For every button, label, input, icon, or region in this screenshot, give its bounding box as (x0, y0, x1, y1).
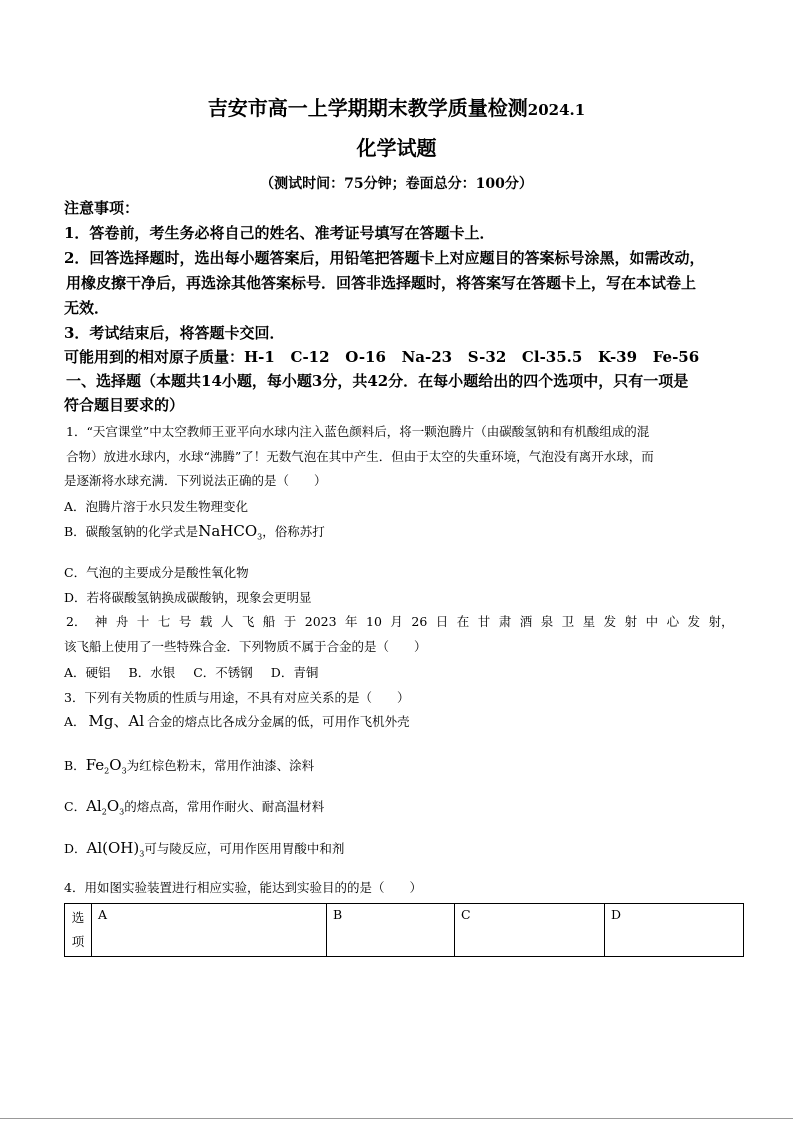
q2-stem-token: 飞 (241, 614, 255, 629)
q2-stem-token: 载 (199, 614, 213, 629)
q2-stem-token: 卫 (561, 614, 575, 629)
table-cell-d: D (605, 904, 744, 957)
q1-stem: 1．“天宫课堂”中太空教师王亚平向水球内注入蓝色颜料后，将一颗泡腾片（由碳酸氢钠和有机酸组成的混 (66, 424, 650, 439)
q4-options-table (64, 903, 744, 957)
q2-stem-token: 2． (66, 614, 87, 629)
q3-option-b: B．$Fe_2O_3$为红棕色粉末，常用作油漆、涂料 (64, 756, 315, 776)
q2-stem-token: 2023 (304, 614, 337, 629)
q2-stem-token: 号 (178, 614, 192, 629)
section-heading: 一、选择题（本题共14小题，每小题3分，共42分．在每小题给出的四个选项中，只有一项是 (66, 372, 689, 390)
q2-stem-token: 肃 (498, 614, 512, 629)
q2-stem-token: 星 (582, 614, 596, 629)
note-item: 2．回答选择题时，选出每小题答案后，用铅笔把答题卡上对应题目的答案标号涂黑，如需改动， (64, 249, 705, 267)
q2-stem-token: 船 (262, 614, 276, 629)
subject-title: 化学试题 (356, 136, 437, 160)
atomic-masses: 可能用到的相对原子质量：H-1 C-12 O-16 Na-23 S-32 Cl-35.5 K-39 Fe-56 (64, 348, 700, 366)
table-cell-a: A (92, 904, 327, 957)
q2-stem-token: 射 (624, 614, 638, 629)
q2-stem-token: 心 (666, 614, 680, 629)
q2-stem-token: 26 (411, 614, 428, 629)
q3-option-a: A． Mg、Al 合金的熔点比各成分金属的低，可用作飞机外壳 (64, 712, 410, 730)
q2-stem-token: 神 (94, 614, 108, 629)
q1-option-c: C．气泡的主要成分是酸性氧化物 (64, 565, 249, 580)
q2-stem-token: 酒 (519, 614, 533, 629)
q2-stem-token: 舟 (115, 614, 129, 629)
q2-stem-token: 月 (390, 614, 403, 629)
table-cell-b: B (327, 904, 455, 957)
q2-stem-token: 在 (456, 614, 470, 629)
table-header-cell: 选 项 (65, 904, 92, 957)
q3-option-c: C．$Al_2O_3$的熔点高，常用作耐火、耐高温材料 (64, 797, 325, 817)
q1-stem: 合物）放进水球内，水球“沸腾”了！无数气泡在其中产生．但由于太空的失重环境，气泡没有离开水球，而 (66, 449, 654, 464)
table-cell-c: C (455, 904, 605, 957)
note-item: 无效． (64, 299, 110, 317)
time-note: （测试时间：75分钟；卷面总分：100分） (260, 176, 533, 192)
q1-option-a: A．泡腾片溶于水只发生物理变化 (64, 499, 249, 514)
q2-options: A．硬铝 B．水银 C．不锈钢 D．青铜 (64, 665, 319, 680)
q2-stem-line1 (66, 612, 734, 632)
q2-stem-token: 人 (220, 614, 234, 629)
note-item: 3．考试结束后，将答题卡交回． (64, 324, 285, 342)
q1-option-b: B．碳酸氢钠的化学式是NaHCO$_3$，俗称苏打 (64, 522, 325, 542)
q1-option-d: D．若将碳酸氢钠换成碳酸钠，现象会更明显 (64, 590, 312, 605)
q2-stem-token: 泉 (540, 614, 554, 629)
notes-heading: 注意事项： (64, 199, 140, 217)
q2-stem-token: 于 (283, 614, 297, 629)
note-item: 用橡皮擦干净后，再选涂其他答案标号．回答非选择题时，将答案写在答题卡上，写在本试卷上 (66, 274, 697, 292)
q2-stem-token: 十 (136, 614, 150, 629)
q2-stem-token: 10 (366, 614, 382, 629)
q2-stem-token: 射， (708, 614, 734, 629)
page-bottom-divider (0, 1118, 793, 1119)
q2-stem-token: 发 (603, 614, 617, 629)
exam-title: 吉安市高一上学期期末教学质量检测2024.1 (207, 96, 586, 120)
q3-stem: 3．下列有关物质的性质与用途，不具有对应关系的是（ ） (64, 690, 410, 705)
section-heading: 符合题目要求的） (64, 396, 185, 414)
q2-stem-token: 七 (157, 614, 171, 629)
q3-option-d: D．$Al(OH)_3$可与陵反应，可用作医用胃酸中和剂 (64, 839, 345, 859)
q2-stem: 该飞船上使用了一些特殊合金．下列物质不属于合金的是（ ） (64, 639, 427, 654)
q2-stem-token: 发 (687, 614, 701, 629)
q2-stem-token: 甘 (477, 614, 491, 629)
q1-stem: 是逐渐将水球充满．下列说法正确的是（ ） (64, 473, 327, 488)
q2-stem-token: 中 (645, 614, 659, 629)
q2-stem-token: 年 (345, 614, 358, 629)
q2-stem-token: 日 (435, 614, 449, 629)
q4-stem: 4．用如图实验装置进行相应实验，能达到实验目的的是（ ） (64, 880, 422, 895)
note-item: 1．答卷前，考生务必将自己的姓名、准考证号填写在答题卡上． (64, 224, 495, 242)
